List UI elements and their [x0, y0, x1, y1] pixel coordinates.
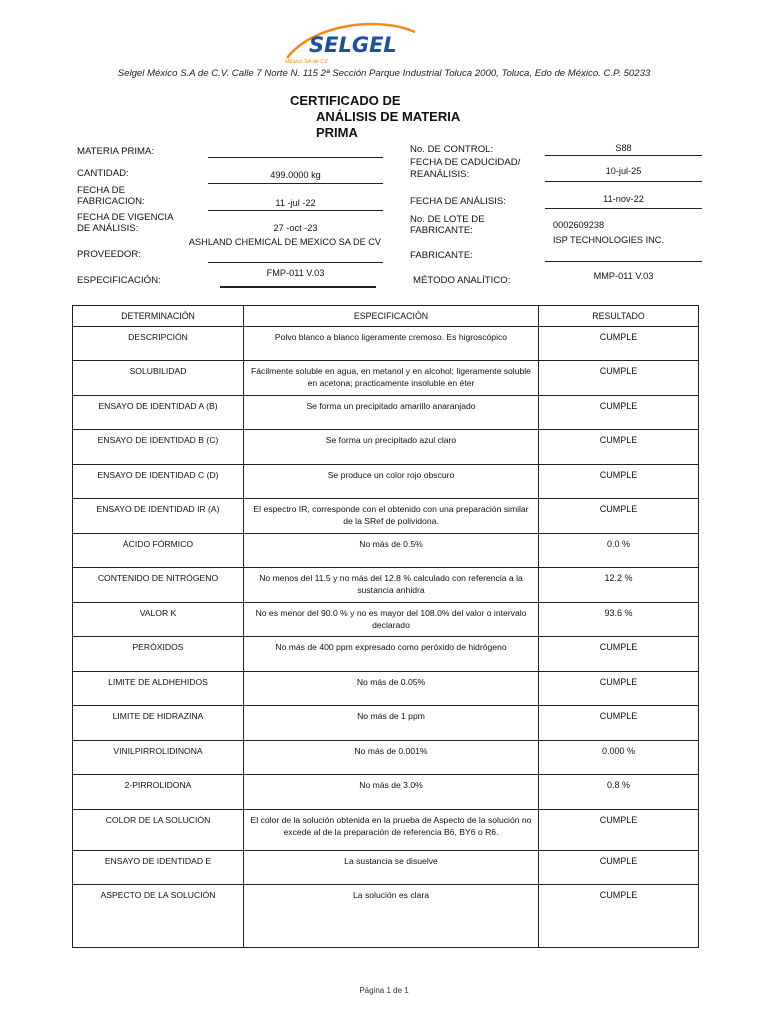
row-especificacion: No más de 0.5% — [244, 534, 539, 568]
lote-fabricante-label2: FABRICANTE: — [410, 225, 473, 236]
fecha-fabricacion-label1: FECHA DE — [77, 185, 125, 196]
table-row — [73, 396, 699, 430]
logo-text: SELGEL — [309, 33, 397, 57]
row-resultado: 12.2 % — [539, 568, 699, 603]
row-resultado: CUMPLE — [539, 851, 699, 885]
table-row — [73, 810, 699, 851]
table-row — [73, 534, 699, 568]
row-determinacion: ENSAYO DE IDENTIDAD B (C) — [73, 430, 244, 465]
header-especificacion: ESPECIFICACIÓN — [244, 306, 539, 327]
header-resultado: RESULTADO — [539, 306, 699, 327]
row-determinacion: VALOR K — [73, 603, 244, 637]
table-row — [73, 430, 699, 465]
fecha-caducidad-value: 10-jul-25 — [605, 166, 642, 176]
row-determinacion: ENSAYO DE IDENTIDAD IR (A) — [73, 499, 244, 534]
row-determinacion: SOLUBILIDAD — [73, 361, 244, 396]
row-resultado: CUMPLE — [539, 637, 699, 672]
table-row — [73, 741, 699, 775]
table-row — [73, 851, 699, 885]
header-determinacion: DETERMINACIÓN — [73, 306, 244, 327]
table-row — [73, 568, 699, 603]
document-title-line1: CERTIFICADO DE — [290, 93, 401, 108]
row-especificacion: Fácilmente soluble en agua, en metanol y en alcohol; ligeramente soluble en acetona; practicamente insoluble en éter — [244, 361, 539, 396]
metodo-analitico-value: MMP-011 V.03 — [593, 271, 654, 281]
fecha-vigencia-label1: FECHA DE VIGENCIA — [77, 212, 174, 223]
row-resultado: CUMPLE — [539, 396, 699, 430]
row-especificacion: Se forma un precipitado amarillo anaranjado — [244, 396, 539, 430]
row-especificacion: El color de la solución obtenida en la prueba de Aspecto de la solución no excede al de la preparación de referencia B6, BY6 o R6. — [244, 810, 539, 851]
row-especificacion: No más de 0.001% — [244, 741, 539, 775]
row-determinacion: VINILPIRROLIDINONA — [73, 741, 244, 775]
row-especificacion: No menos del 11.5 y no más del 12.8 % calculado con referencia a la sustancia anhidra — [244, 568, 539, 603]
table-row — [73, 499, 699, 534]
proveedor-underline — [208, 262, 383, 263]
cantidad-value: 499.0000 kg — [270, 170, 321, 180]
row-determinacion: CONTENIDO DE NITRÓGENO — [73, 568, 244, 603]
cantidad-label: CANTIDAD: — [77, 168, 129, 179]
row-resultado: 93.6 % — [539, 603, 699, 637]
page-number: Página 1 de 1 — [359, 986, 409, 995]
row-determinacion: DESCRIPCIÓN — [73, 327, 244, 361]
row-determinacion: ENSAYO DE IDENTIDAD E — [73, 851, 244, 885]
fabricante-value: ISP TECHNOLOGIES INC. — [553, 235, 664, 245]
row-determinacion: LIMITE DE HIDRAZINA — [73, 706, 244, 741]
table-row — [73, 361, 699, 396]
row-determinacion: ENSAYO DE IDENTIDAD A (B) — [73, 396, 244, 430]
logo-subtext: México SA de CV — [285, 59, 328, 65]
table-row — [73, 637, 699, 672]
fecha-analisis-label: FECHA DE ANÁLISIS: — [410, 196, 506, 207]
row-especificacion: No más de 3.0% — [244, 775, 539, 810]
proveedor-value: ASHLAND CHEMICAL DE MEXICO SA DE CV — [188, 237, 382, 247]
fecha-caducidad-label1: FECHA DE CADUCIDAD/ — [410, 157, 521, 168]
fecha-fabricacion-label2: FABRICACION: — [77, 196, 145, 207]
row-determinacion: COLOR DE LA SOLUCIÓN — [73, 810, 244, 851]
row-especificacion: No más de 0.05% — [244, 672, 539, 706]
table-row — [73, 327, 699, 361]
no-control-underline — [545, 155, 702, 156]
row-resultado: CUMPLE — [539, 706, 699, 741]
row-determinacion: ENSAYO DE IDENTIDAD C (D) — [73, 465, 244, 499]
row-resultado: CUMPLE — [539, 672, 699, 706]
row-resultado: CUMPLE — [539, 327, 699, 361]
row-resultado: CUMPLE — [539, 885, 699, 948]
row-especificacion: No más de 400 ppm expresado como peróxido de hidrógeno — [244, 637, 539, 672]
fecha-fabricacion-underline — [208, 210, 383, 211]
lote-fabricante-value: 0002609238 — [553, 220, 605, 230]
fecha-caducidad-underline — [545, 181, 702, 182]
fecha-vigencia-label2: DE ANÁLISIS: — [77, 223, 139, 234]
row-determinacion: PERÓXIDOS — [73, 637, 244, 672]
row-especificacion: La sustancia se disuelve — [244, 851, 539, 885]
row-resultado: CUMPLE — [539, 499, 699, 534]
row-resultado: CUMPLE — [539, 810, 699, 851]
no-control-label: No. DE CONTROL: — [410, 144, 494, 155]
materia-prima-label: MATERIA PRIMA: — [77, 146, 155, 157]
proveedor-label: PROVEEDOR: — [77, 249, 141, 260]
fabricante-label: FABRICANTE: — [410, 250, 473, 261]
especificacion-label: ESPECIFICACIÓN: — [77, 275, 161, 286]
row-especificacion: Polvo blanco a blanco ligeramente cremoso. Es higroscópico — [244, 327, 539, 361]
especificacion-underline — [220, 286, 376, 288]
row-especificacion: La solución es clara — [244, 885, 539, 948]
row-especificacion: El espectro IR, corresponde con el obtenido con una preparación similar de la SRef de polividona. — [244, 499, 539, 534]
row-resultado: 0.8 % — [539, 775, 699, 810]
row-determinacion: 2-PIRROLIDONA — [73, 775, 244, 810]
table-row — [73, 465, 699, 499]
company-address: Selgel México S.A de C.V. Calle 7 Norte N. 115 2ª Sección Parque Industrial Toluca 2000, Toluca, Edo de México. C.P. 50233 — [117, 68, 651, 79]
fecha-analisis-value: 11-nov-22 — [603, 194, 644, 204]
table-row — [73, 706, 699, 741]
document-title-line2: ANÁLISIS DE MATERIA — [316, 109, 461, 124]
table-header-row — [73, 306, 699, 327]
document-title-line3: PRIMA — [316, 125, 358, 140]
fabricante-underline — [545, 261, 702, 262]
row-resultado: 0.000 % — [539, 741, 699, 775]
row-especificacion: Se forma un precipitado azul claro — [244, 430, 539, 465]
row-determinacion: ASPECTO DE LA SOLUCIÓN — [73, 885, 244, 948]
selgel-logo — [283, 18, 418, 70]
table-row — [73, 885, 699, 948]
no-control-value: S88 — [615, 143, 632, 153]
materia-prima-underline — [208, 157, 383, 158]
table-row — [73, 775, 699, 810]
row-especificacion: No más de 1 ppm — [244, 706, 539, 741]
row-resultado: CUMPLE — [539, 361, 699, 396]
row-determinacion: ÁCIDO FÓRMICO — [73, 534, 244, 568]
cantidad-underline — [208, 183, 383, 184]
fecha-caducidad-label2: REANÁLISIS: — [410, 169, 470, 180]
row-determinacion: LIMITE DE ALDHEHIDOS — [73, 672, 244, 706]
row-resultado: CUMPLE — [539, 430, 699, 465]
table-row — [73, 672, 699, 706]
metodo-analitico-label: MÉTODO ANALÍTICO: — [413, 275, 511, 286]
row-resultado: 0.0 % — [539, 534, 699, 568]
fecha-analisis-underline — [545, 208, 702, 209]
lote-fabricante-label1: No. DE LOTE DE — [410, 214, 485, 225]
row-especificacion: No es menor del 90.0 % y no es mayor del 108.0% del valor o intervalo declarado — [244, 603, 539, 637]
row-resultado: CUMPLE — [539, 465, 699, 499]
row-especificacion: Se produce un color rojo obscuro — [244, 465, 539, 499]
fecha-fabricacion-value: 11 -jul -22 — [275, 198, 316, 208]
fecha-vigencia-value: 27 -oct -23 — [273, 223, 318, 233]
table-row — [73, 603, 699, 637]
results-table — [72, 305, 699, 948]
especificacion-value: FMP-011 V.03 — [266, 268, 325, 278]
